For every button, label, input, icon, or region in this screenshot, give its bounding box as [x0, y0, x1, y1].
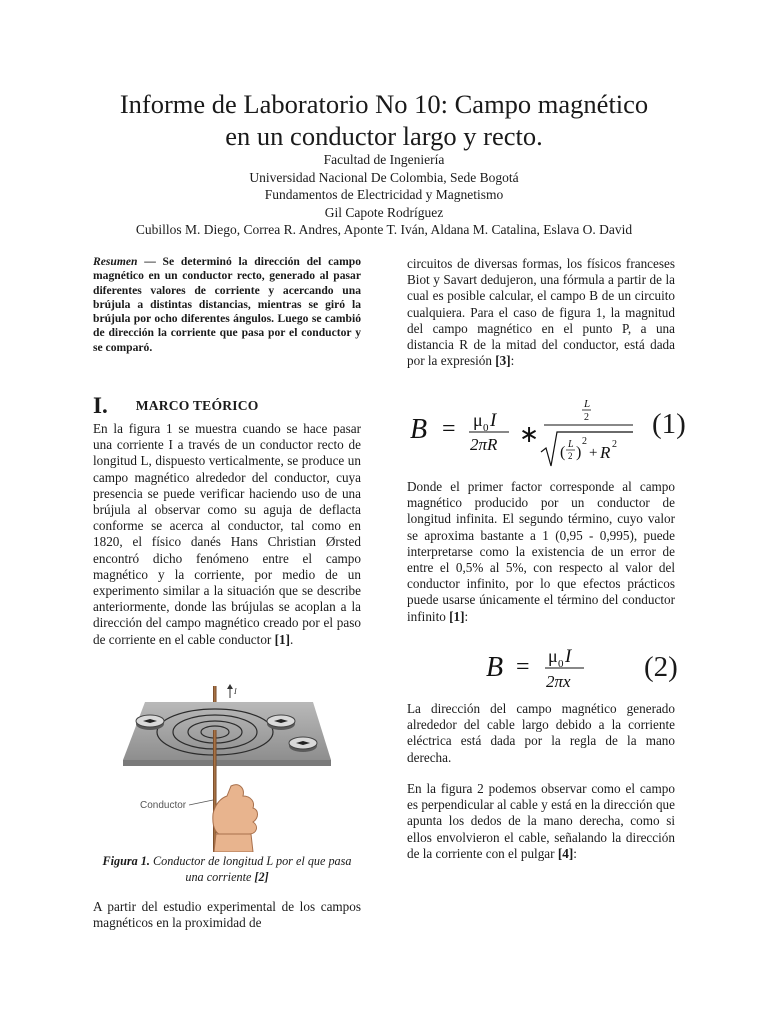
svg-text:): ) [576, 444, 582, 461]
svg-text:(: ( [560, 444, 566, 461]
figure-1-illustration [113, 684, 345, 852]
current-label: I [234, 687, 237, 696]
course: Fundamentos de Electricidad y Magnetismo [264, 187, 504, 203]
section-title: MARCO TEÓRICO [135, 398, 259, 413]
conductor-label: Conductor [140, 800, 187, 811]
citation: [1] [449, 608, 465, 624]
title-line-1: Informe de Laboratorio No 10: Campo magnético [119, 89, 649, 119]
svg-text:2πx: 2πx [546, 672, 571, 691]
svg-text:∗: ∗ [519, 422, 540, 448]
authors: Cubillos M. Diego, Correa R. Andres, Aponte T. Iván, Aldana M. Catalina, Eslava O. David [135, 222, 633, 238]
right-paragraph-4: En la figura 2 podemos observar como el campo es perpendicular al cable y está en la dirección que apunta los dedos de la mano derecha, como si ellos envolvieron el cable, señalando la dirección de la corriente con el pulgar [4]: [407, 781, 675, 861]
svg-text:0: 0 [558, 658, 564, 670]
citation: [1] [274, 631, 290, 647]
paper-title [40, 88, 728, 152]
svg-text:B: B [410, 414, 428, 445]
left-paragraph-1: En la figura 1 se muestra cuando se hace pasar una corriente I a través de un conductor recto de longitud L, dispuesto verticalmente, se produce un campo magnético alrededor del conductor, cuya presencia se puede verificar haciendo uso de una brújula al observar como su aguja de deflacta conforme se acerca al conductor, tal como en 1820, el físico danés Hans Christian Ørsted encontró dicho fenómeno entre el campo magnético y la corriente, por medio de un experimento similar a la situación que se describe anteriormente, donde las brújulas se acoplan a la dirección del campo magnético creado por el paso de corriente en el cable conductor [1]. [93, 421, 361, 647]
equation-2 [484, 640, 594, 696]
right-paragraph-1: circuitos de diversas formas, los físicos franceses Biot y Savart dedujeron, una fórmula a partir de la cual es posible calcular, el campo B de un circuito cualquiera. Para el caso de figura 1, la magnitud del campo magnético en el punto P, a una distancia R de la mitad del conductor, está dada por la expresión [3]: [407, 256, 675, 369]
svg-text:2: 2 [584, 412, 589, 423]
caption-label: Figura 1. [102, 854, 150, 868]
svg-text:=: = [516, 654, 530, 680]
svg-text:B: B [486, 652, 504, 683]
right-paragraph-2: Donde el primer factor corresponde al campo magnético producido por un conductor de longitud infinita. El segundo término, cuyo valor se aproxima bastante a 1 (0,95 - 0,995), puede interpretarse como la existencia de un error de entre el 0,5% al 5%, con respecto al valor del conductor infinito, por lo que efectos prácticos puede usarse únicamente el término del conductor infinito [1]: [407, 479, 675, 624]
section-heading-marco-teorico [93, 393, 361, 419]
abstract [93, 255, 361, 355]
svg-text:L: L [568, 439, 574, 450]
abstract-label: Resumen [93, 255, 138, 268]
title-line-2: en un conductor largo y recto. [225, 121, 543, 151]
svg-text:μ: μ [473, 410, 483, 430]
figure-1-caption: Figura 1. Conductor de longitud L por el que pasa una corriente [2] [102, 854, 352, 884]
svg-text:2: 2 [612, 439, 617, 450]
professor: Gil Capote Rodríguez [324, 204, 444, 220]
svg-text:2: 2 [568, 451, 573, 461]
svg-text:=: = [442, 416, 456, 442]
citation: [3] [495, 353, 511, 369]
svg-text:+: + [589, 445, 598, 461]
affiliation-block [40, 151, 728, 239]
svg-text:L: L [584, 398, 591, 410]
svg-text:μ: μ [548, 646, 558, 666]
citation: [4] [557, 845, 574, 861]
caption-citation: [2] [254, 869, 269, 884]
svg-text:R: R [600, 443, 611, 462]
university: Universidad Nacional De Colombia, Sede Bogotá [249, 169, 519, 185]
left-paragraph-2: A partir del estudio experimental de los campos magnéticos en la proximidad de [93, 899, 361, 931]
equation-1-number: (1) [652, 408, 686, 440]
section-number: I. [93, 393, 108, 418]
faculty: Facultad de Ingeniería [323, 152, 445, 167]
svg-text:I: I [565, 646, 572, 667]
right-paragraph-3: La dirección del campo magnético generado alrededor del cable largo debido a la corriente eléctrica está dada por la regla de la mano derecha. [407, 701, 675, 765]
equation-2-number: (2) [644, 651, 678, 683]
abstract-text: — Se determinó la dirección del campo magnético en un conductor recto, generado al pasar diferentes valores de corriente y acercando una brújula a distintas distancias, mientras se giró la brújula por ocho diferentes ángulos. Luego se cambió de dirección la corriente que pasa por el conductor y se comparó. [93, 255, 361, 354]
svg-text:I: I [490, 410, 497, 431]
svg-text:2: 2 [582, 436, 587, 447]
svg-text:2πR: 2πR [470, 435, 498, 454]
svg-text:0: 0 [483, 422, 489, 434]
